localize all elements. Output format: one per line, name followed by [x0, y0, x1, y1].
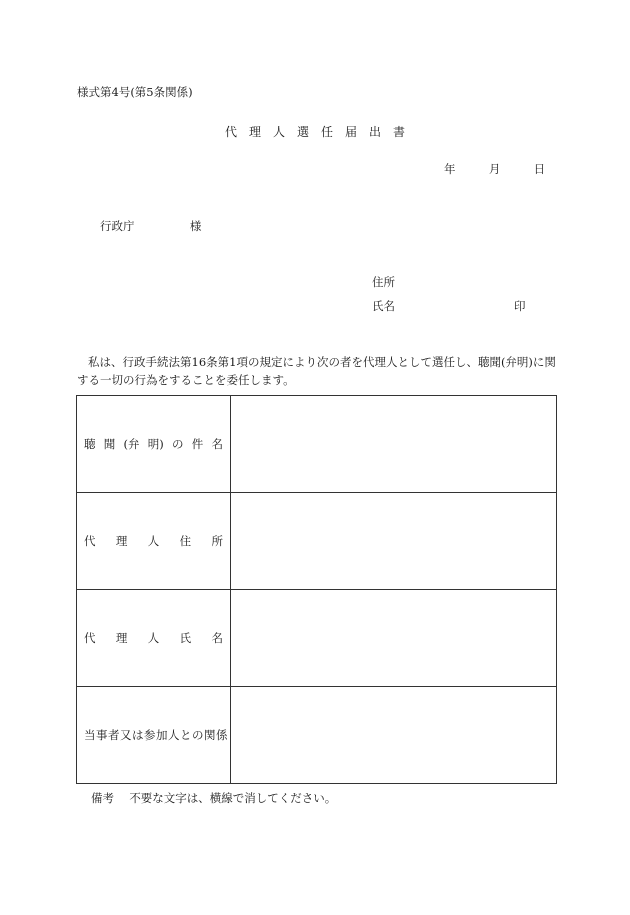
document-title [0, 123, 630, 140]
row-value-cell[interactable] [231, 493, 557, 590]
row-label-char: (弁 [123, 437, 140, 451]
row-label-cell [77, 590, 231, 687]
date-month-label: 月 [488, 162, 501, 176]
row-label-char: 理 [115, 534, 128, 548]
title-char: 書 [393, 125, 406, 139]
row-label-char: 名 [211, 631, 223, 645]
row-label-char: 住 [179, 534, 192, 548]
title-char: 届 [345, 125, 358, 139]
row-label [84, 436, 223, 452]
addressee-honorific: 様 [189, 219, 202, 233]
row-label-char: 代 [84, 631, 96, 645]
row-label-char: 所 [211, 534, 223, 548]
table-row [77, 493, 557, 590]
date-day-label: 日 [533, 162, 546, 176]
remark-text: 不要な文字は、横線で消してください。 [129, 791, 337, 805]
table-row [77, 396, 557, 493]
applicant-name-label: 氏名 [372, 299, 395, 313]
applicant-address-label: 住所 [372, 275, 395, 289]
row-label: 当事者又は参加人との関係 [84, 728, 228, 742]
title-char: 選 [296, 125, 309, 139]
addressee-line [100, 218, 201, 234]
title-char: 代 [224, 125, 237, 139]
row-label [84, 630, 223, 646]
row-label [84, 533, 223, 549]
row-label-cell [77, 493, 231, 590]
table-row [77, 687, 557, 784]
row-value-cell[interactable] [231, 590, 557, 687]
title-char: 人 [272, 125, 285, 139]
row-label-char: 人 [147, 534, 160, 548]
date-year-label: 年 [444, 162, 456, 176]
table-row [77, 590, 557, 687]
remark-line [91, 790, 336, 806]
row-label-char: 聞 [103, 437, 116, 451]
row-label-cell [77, 396, 231, 493]
row-label-char: 代 [84, 534, 96, 548]
title-char: 出 [369, 125, 382, 139]
seal-label: 印 [514, 299, 526, 313]
delegation-statement: 私は、行政手続法第16条第1項の規定により次の者を代理人として選任し、聴聞(弁明)に関する一切の行為をすることを委任します。 [77, 355, 556, 387]
form-number: 様式第4号(第5条関係) [77, 85, 193, 99]
row-label-char: の [172, 437, 184, 451]
row-label-char: 聴 [84, 437, 96, 451]
title-char: 任 [321, 125, 334, 139]
agent-detail-table [76, 395, 557, 784]
row-value-cell[interactable] [231, 687, 557, 784]
title-char: 理 [248, 125, 261, 139]
row-label-char: 明) [147, 437, 164, 451]
row-label-char: 名 [211, 437, 223, 451]
row-label-char: 人 [147, 631, 160, 645]
date-line [444, 161, 545, 177]
row-value-cell[interactable] [231, 396, 557, 493]
row-label-char: 理 [115, 631, 128, 645]
remark-label: 備考 [91, 791, 114, 805]
row-label-char: 件 [191, 437, 204, 451]
row-label-cell [77, 687, 231, 784]
row-label-char: 氏 [179, 631, 192, 645]
addressee-agency: 行政庁 [100, 219, 135, 233]
